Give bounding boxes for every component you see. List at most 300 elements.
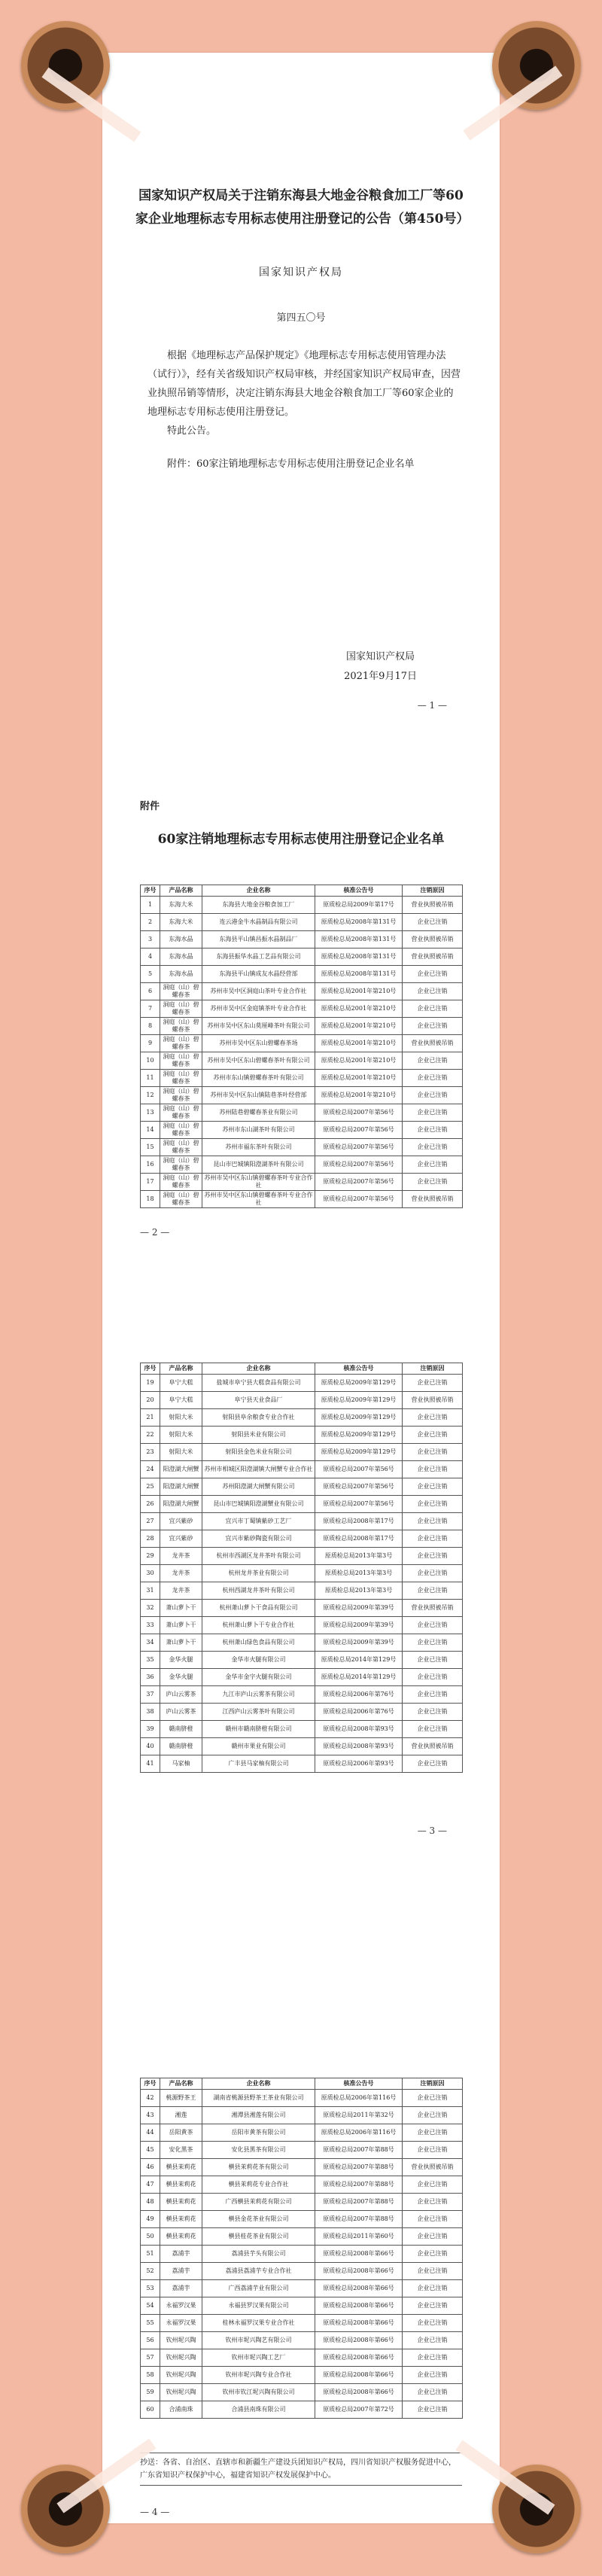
table-row <box>141 1634 463 1652</box>
cell-cancellation-reason: 企业已注销 <box>403 1427 463 1444</box>
table-row <box>141 2124 463 2142</box>
cell-company-name: 横县桂花茶业有限公司 <box>202 2228 315 2246</box>
cell-company-name: 湖南省桃源县野茶王茶业有限公司 <box>202 2090 315 2107</box>
table-row <box>141 1704 463 1721</box>
header-product-name: 产品名称 <box>160 2078 202 2090</box>
cell-row-number: 43 <box>141 2107 160 2124</box>
cell-row-number: 26 <box>141 1496 160 1513</box>
cell-product-name: 合浦南珠 <box>160 2401 202 2419</box>
cell-product-name: 岳阳黄茶 <box>160 2124 202 2142</box>
cell-product-name: 洞庭（山）碧螺春茶 <box>160 1174 202 1191</box>
cell-approval-notice: 原质检总局2001年第210号 <box>315 1035 403 1052</box>
cell-cancellation-reason: 企业已注销 <box>403 983 463 1000</box>
cell-product-name: 洞庭（山）碧螺春茶 <box>160 1018 202 1035</box>
cell-row-number: 18 <box>141 1191 160 1208</box>
cell-product-name: 龙井茶 <box>160 1548 202 1565</box>
cell-approval-notice: 原质检总局2007年第56号 <box>315 1122 403 1139</box>
cell-product-name: 荔浦芋 <box>160 2246 202 2263</box>
cell-product-name: 阳澄湖大闸蟹 <box>160 1496 202 1513</box>
cell-company-name: 苏州市吴中区东山碧螺春茶叶有限公司 <box>202 1052 315 1070</box>
company-table-2 <box>140 1363 463 1773</box>
cell-row-number: 12 <box>141 1087 160 1104</box>
cell-approval-notice: 原质检总局2008年第93号 <box>315 1721 403 1738</box>
cell-row-number: 34 <box>141 1634 160 1652</box>
cell-company-name: 荔浦县荔浦芋专业合作社 <box>202 2263 315 2280</box>
cell-company-name: 射阳县阜余粮食专业合作社 <box>202 1409 315 1427</box>
cell-cancellation-reason: 营业执照被吊销 <box>403 1600 463 1617</box>
cell-product-name: 钦州坭兴陶 <box>160 2332 202 2349</box>
cell-row-number: 16 <box>141 1156 160 1174</box>
cell-cancellation-reason: 企业已注销 <box>403 1070 463 1087</box>
cell-product-name: 赣南脐橙 <box>160 1738 202 1755</box>
cell-row-number: 50 <box>141 2228 160 2246</box>
cell-row-number: 41 <box>141 1755 160 1773</box>
cell-approval-notice: 原质检总局2007年第56号 <box>315 1478 403 1496</box>
company-table-1 <box>140 885 463 1208</box>
table-row <box>141 2194 463 2211</box>
cell-company-name: 广西横县茉莉花有限公司 <box>202 2194 315 2211</box>
cell-company-name: 江西庐山云雾茶叶有限公司 <box>202 1704 315 1721</box>
table-row <box>141 1721 463 1738</box>
cell-approval-notice: 原质检总局2008年第66号 <box>315 2332 403 2349</box>
announcement-body: 根据《地理标志产品保护规定》《地理标志专用标志使用管理办法（试行）》，经有关省级知识产权局审核，并经国家知识产权局审查，因营业执照吊销等情形，决定注销东海县大地金谷粮食加工厂等60家企业的地理标志专用标志使用注册登记。 <box>147 350 461 418</box>
cell-company-name: 连云港金牛水晶制品有限公司 <box>202 914 315 931</box>
cell-cancellation-reason: 企业已注销 <box>403 1104 463 1122</box>
cell-approval-notice: 原质检总局2009年第39号 <box>315 1600 403 1617</box>
table-header-row <box>141 1363 463 1375</box>
announcement-title: 国家知识产权局关于注销东海县大地金谷粮食加工厂等60家企业地理标志专用标志使用注册登记的公告（第450号） <box>135 188 470 227</box>
table-row <box>141 1156 463 1174</box>
header-row-number: 序号 <box>141 2078 160 2090</box>
table-row <box>141 2159 463 2176</box>
cell-company-name: 荔浦县芋头有限公司 <box>202 2246 315 2263</box>
cell-cancellation-reason: 营业执照被吊销 <box>403 2159 463 2176</box>
cell-row-number: 33 <box>141 1617 160 1634</box>
table-row <box>141 1582 463 1600</box>
cell-product-name: 萧山萝卜干 <box>160 1600 202 1617</box>
cell-row-number: 6 <box>141 983 160 1000</box>
cell-row-number: 7 <box>141 1000 160 1018</box>
table-row <box>141 983 463 1000</box>
scroll-knob-top-right <box>492 21 581 110</box>
cell-company-name: 金华市火腿有限公司 <box>202 1652 315 1669</box>
cell-row-number: 10 <box>141 1052 160 1070</box>
cell-approval-notice: 原质检总局2007年第88号 <box>315 2159 403 2176</box>
cell-cancellation-reason: 企业已注销 <box>403 2124 463 2142</box>
page-1 <box>102 53 500 715</box>
cell-row-number: 31 <box>141 1582 160 1600</box>
cell-row-number: 14 <box>141 1122 160 1139</box>
cell-approval-notice: 原质检总局2008年第66号 <box>315 2349 403 2367</box>
cell-cancellation-reason: 企业已注销 <box>403 1548 463 1565</box>
table-row <box>141 931 463 948</box>
cell-product-name: 赣南脐橙 <box>160 1721 202 1738</box>
cell-cancellation-reason: 企业已注销 <box>403 2332 463 2349</box>
cell-product-name: 洞庭（山）碧螺春茶 <box>160 1122 202 1139</box>
header-row-number: 序号 <box>141 885 160 897</box>
table-header-row <box>141 2078 463 2090</box>
table-row <box>141 1565 463 1582</box>
cell-approval-notice: 原质检总局2001年第210号 <box>315 1087 403 1104</box>
cell-company-name: 苏州市东山镇碧螺春茶叶有限公司 <box>202 1070 315 1087</box>
cell-cancellation-reason: 企业已注销 <box>403 1052 463 1070</box>
cell-row-number: 25 <box>141 1478 160 1496</box>
cell-cancellation-reason: 企业已注销 <box>403 1122 463 1139</box>
cell-company-name: 钦州市坭兴陶工艺厂 <box>202 2349 315 2367</box>
cell-company-name: 苏州市吴中区东山镇碧螺春茶叶专业合作社 <box>202 1174 315 1191</box>
cell-company-name: 杭州西湖龙井茶叶有限公司 <box>202 1582 315 1600</box>
cell-approval-notice: 原质检总局2008年第17号 <box>315 1530 403 1548</box>
table-row <box>141 1478 463 1496</box>
cell-row-number: 29 <box>141 1548 160 1565</box>
cell-company-name: 射阳县米业有限公司 <box>202 1427 315 1444</box>
cell-product-name: 洞庭（山）碧螺春茶 <box>160 1139 202 1156</box>
cell-row-number: 48 <box>141 2194 160 2211</box>
cell-company-name: 苏州市吴中区东山莫厘峰茶叶有限公司 <box>202 1018 315 1035</box>
cell-company-name: 钦州市钦江坭兴陶有限公司 <box>202 2384 315 2401</box>
table-row <box>141 2349 463 2367</box>
cell-approval-notice: 原质检总局2007年第88号 <box>315 2194 403 2211</box>
cell-approval-notice: 原质检总局2008年第66号 <box>315 2297 403 2315</box>
cell-cancellation-reason: 营业执照被吊销 <box>403 1035 463 1052</box>
cell-approval-notice: 原质检总局2009年第17号 <box>315 897 403 914</box>
cell-product-name: 荔浦芋 <box>160 2263 202 2280</box>
cell-product-name: 洞庭（山）碧螺春茶 <box>160 983 202 1000</box>
cell-product-name: 洞庭（山）碧螺春茶 <box>160 1191 202 1208</box>
cell-product-name: 宜兴紫砂 <box>160 1530 202 1548</box>
cell-cancellation-reason: 企业已注销 <box>403 2246 463 2263</box>
cell-row-number: 58 <box>141 2367 160 2384</box>
cell-row-number: 11 <box>141 1070 160 1087</box>
cell-approval-notice: 原质检总局2006年第93号 <box>315 1755 403 1773</box>
table-header-row <box>141 885 463 897</box>
header-cancellation-reason: 注销原因 <box>403 1363 463 1375</box>
page-3 <box>102 1347 500 1897</box>
table-row <box>141 1513 463 1530</box>
cell-company-name: 安化县黑茶有限公司 <box>202 2142 315 2159</box>
cell-cancellation-reason: 企业已注销 <box>403 2280 463 2297</box>
cell-product-name: 萧山萝卜干 <box>160 1634 202 1652</box>
cell-cancellation-reason: 营业执照被吊销 <box>403 1191 463 1208</box>
cell-approval-notice: 原质检总局2008年第66号 <box>315 2367 403 2384</box>
cell-cancellation-reason: 营业执照被吊销 <box>403 1738 463 1755</box>
cell-row-number: 38 <box>141 1704 160 1721</box>
cell-product-name: 东海水晶 <box>160 931 202 948</box>
table-row <box>141 2246 463 2263</box>
header-cancellation-reason: 注销原因 <box>403 2078 463 2090</box>
cell-approval-notice: 原质检总局2008年第17号 <box>315 1513 403 1530</box>
cell-approval-notice: 原质检总局2001年第210号 <box>315 1018 403 1035</box>
cell-company-name: 杭州萧山萝卜干食品有限公司 <box>202 1600 315 1617</box>
cell-approval-notice: 原质检总局2008年第66号 <box>315 2315 403 2332</box>
cell-product-name: 东海水晶 <box>160 966 202 983</box>
table-row <box>141 2401 463 2419</box>
table-row <box>141 1174 463 1191</box>
cell-cancellation-reason: 企业已注销 <box>403 966 463 983</box>
cell-approval-notice: 原质检总局2007年第56号 <box>315 1496 403 1513</box>
cell-row-number: 15 <box>141 1139 160 1156</box>
cell-row-number: 42 <box>141 2090 160 2107</box>
cell-product-name: 洞庭（山）碧螺春茶 <box>160 1035 202 1052</box>
cell-cancellation-reason: 企业已注销 <box>403 1478 463 1496</box>
header-company-name: 企业名称 <box>202 885 315 897</box>
table-row <box>141 1375 463 1392</box>
table-row <box>141 1617 463 1634</box>
cell-company-name: 湘潭县湘莲有限公司 <box>202 2107 315 2124</box>
cell-row-number: 1 <box>141 897 160 914</box>
table-row <box>141 2367 463 2384</box>
header-approval-notice: 核准公告号 <box>315 2078 403 2090</box>
table-row <box>141 1018 463 1035</box>
table-row <box>141 1652 463 1669</box>
cell-approval-notice: 原质检总局2008年第131号 <box>315 931 403 948</box>
page-number: — 3 — <box>417 1825 447 1836</box>
cell-cancellation-reason: 企业已注销 <box>403 2107 463 2124</box>
cell-product-name: 湘莲 <box>160 2107 202 2124</box>
cell-product-name: 龙井茶 <box>160 1565 202 1582</box>
table-row <box>141 1530 463 1548</box>
table-row <box>141 1104 463 1122</box>
annex-reference: 附件：60家注销地理标志专用标志使用注册登记企业名单 <box>167 458 415 470</box>
cell-cancellation-reason: 企业已注销 <box>403 2401 463 2419</box>
table-row <box>141 2332 463 2349</box>
cell-row-number: 32 <box>141 1600 160 1617</box>
cell-product-name: 荔浦芋 <box>160 2280 202 2297</box>
cell-company-name: 苏州市吴中区金庭镇茶叶专业合作社 <box>202 1000 315 1018</box>
cell-approval-notice: 原质检总局2008年第131号 <box>315 914 403 931</box>
header-product-name: 产品名称 <box>160 1363 202 1375</box>
cell-company-name: 苏州市吴中区洞庭山茶叶专业合作社 <box>202 983 315 1000</box>
cell-cancellation-reason: 营业执照被吊销 <box>403 1392 463 1409</box>
cell-company-name: 苏州市吴中区东山碧螺春茶场 <box>202 1035 315 1052</box>
cell-product-name: 阜宁大糕 <box>160 1375 202 1392</box>
cell-company-name: 永福县罗汉果有限公司 <box>202 2297 315 2315</box>
page-2 <box>102 775 500 1347</box>
cell-company-name: 阜宁县天业食品厂 <box>202 1392 315 1409</box>
cell-cancellation-reason: 企业已注销 <box>403 1565 463 1582</box>
cell-row-number: 52 <box>141 2263 160 2280</box>
cell-cancellation-reason: 企业已注销 <box>403 1513 463 1530</box>
table-row <box>141 1122 463 1139</box>
cell-row-number: 20 <box>141 1392 160 1409</box>
table-row <box>141 2297 463 2315</box>
cell-cancellation-reason: 企业已注销 <box>403 1444 463 1461</box>
signature-date: 2021年9月17日 <box>344 671 417 682</box>
cell-approval-notice: 原质检总局2009年第129号 <box>315 1409 403 1427</box>
cell-cancellation-reason: 营业执照被吊销 <box>403 897 463 914</box>
cell-approval-notice: 原质检总局2009年第129号 <box>315 1444 403 1461</box>
table-row <box>141 1409 463 1427</box>
cell-approval-notice: 原质检总局2014年第129号 <box>315 1652 403 1669</box>
cell-approval-notice: 原质检总局2006年第76号 <box>315 1686 403 1704</box>
cell-cancellation-reason: 企业已注销 <box>403 2297 463 2315</box>
cell-product-name: 钦州坭兴陶 <box>160 2349 202 2367</box>
annex-label: 附件 <box>140 801 160 812</box>
cell-approval-notice: 原质检总局2011年第32号 <box>315 2107 403 2124</box>
page-number: — 1 — <box>417 700 447 711</box>
table-row <box>141 1755 463 1773</box>
cell-product-name: 永福罗汉果 <box>160 2297 202 2315</box>
cell-cancellation-reason: 企业已注销 <box>403 1530 463 1548</box>
table-row <box>141 1087 463 1104</box>
cell-row-number: 23 <box>141 1444 160 1461</box>
cell-approval-notice: 原质检总局2008年第131号 <box>315 948 403 966</box>
cell-row-number: 44 <box>141 2124 160 2142</box>
cell-product-name: 射阳大米 <box>160 1409 202 1427</box>
cell-approval-notice: 原质检总局2009年第129号 <box>315 1392 403 1409</box>
cell-approval-notice: 原质检总局2007年第56号 <box>315 1174 403 1191</box>
table-row <box>141 2263 463 2280</box>
cell-company-name: 东海县平山镇昌振水晶制品厂 <box>202 931 315 948</box>
cell-product-name: 钦州坭兴陶 <box>160 2384 202 2401</box>
cell-row-number: 5 <box>141 966 160 983</box>
cell-product-name: 钦州坭兴陶 <box>160 2367 202 2384</box>
document-number: 第四五〇号 <box>276 312 326 324</box>
table-row <box>141 1427 463 1444</box>
cell-cancellation-reason: 企业已注销 <box>403 1018 463 1035</box>
table-row <box>141 1548 463 1565</box>
cell-cancellation-reason: 企业已注销 <box>403 1375 463 1392</box>
cell-product-name: 庐山云雾茶 <box>160 1704 202 1721</box>
cell-row-number: 39 <box>141 1721 160 1738</box>
table-row <box>141 1496 463 1513</box>
cell-company-name: 苏州市福东茶叶有限公司 <box>202 1139 315 1156</box>
cell-cancellation-reason: 企业已注销 <box>403 2142 463 2159</box>
cell-row-number: 56 <box>141 2332 160 2349</box>
cell-product-name: 洞庭（山）碧螺春茶 <box>160 1052 202 1070</box>
cell-company-name: 金华市金字火腿有限公司 <box>202 1669 315 1686</box>
cell-cancellation-reason: 企业已注销 <box>403 2194 463 2211</box>
table-row <box>141 2090 463 2107</box>
table-row <box>141 1070 463 1087</box>
cell-cancellation-reason: 企业已注销 <box>403 1652 463 1669</box>
cell-cancellation-reason: 营业执照被吊销 <box>403 948 463 966</box>
cell-product-name: 萧山萝卜干 <box>160 1617 202 1634</box>
cell-cancellation-reason: 企业已注销 <box>403 1686 463 1704</box>
cell-row-number: 9 <box>141 1035 160 1052</box>
distribution-note: 抄送：各省、自治区、直辖市和新疆生产建设兵团知识产权局，四川省知识产权服务促进中心，广东省知识产权保护中心，福建省知识产权发展保护中心。 <box>140 2453 462 2486</box>
cell-cancellation-reason: 企业已注销 <box>403 2228 463 2246</box>
cell-approval-notice: 原质检总局2001年第210号 <box>315 1052 403 1070</box>
cell-row-number: 55 <box>141 2315 160 2332</box>
cell-approval-notice: 原质检总局2008年第66号 <box>315 2384 403 2401</box>
table-row <box>141 948 463 966</box>
cell-company-name: 广丰县马家柚有限公司 <box>202 1755 315 1773</box>
table-row <box>141 966 463 983</box>
table-row <box>141 914 463 931</box>
table-row <box>141 897 463 914</box>
cell-cancellation-reason: 企业已注销 <box>403 2211 463 2228</box>
cell-product-name: 射阳大米 <box>160 1444 202 1461</box>
cell-cancellation-reason: 企业已注销 <box>403 2367 463 2384</box>
cell-cancellation-reason: 企业已注销 <box>403 1755 463 1773</box>
cell-product-name: 洞庭（山）碧螺春茶 <box>160 1087 202 1104</box>
cell-row-number: 27 <box>141 1513 160 1530</box>
cell-cancellation-reason: 企业已注销 <box>403 1617 463 1634</box>
cell-company-name: 盐城市阜宁县大糕食品有限公司 <box>202 1375 315 1392</box>
cell-company-name: 九江市庐山云雾茶有限公司 <box>202 1686 315 1704</box>
cell-approval-notice: 原质检总局2006年第76号 <box>315 1704 403 1721</box>
cell-row-number: 46 <box>141 2159 160 2176</box>
table-row <box>141 1052 463 1070</box>
signature-block <box>344 647 417 687</box>
cell-row-number: 22 <box>141 1427 160 1444</box>
cell-approval-notice: 原质检总局2007年第88号 <box>315 2211 403 2228</box>
table-row <box>141 2211 463 2228</box>
cell-cancellation-reason: 企业已注销 <box>403 2176 463 2194</box>
cell-approval-notice: 原质检总局2011年第60号 <box>315 2228 403 2246</box>
cell-cancellation-reason: 企业已注销 <box>403 1409 463 1427</box>
cell-approval-notice: 原质检总局2014年第129号 <box>315 1669 403 1686</box>
page-number: — 2 — <box>140 1227 170 1238</box>
table-row <box>141 2384 463 2401</box>
table-row <box>141 1191 463 1208</box>
cell-product-name: 龙井茶 <box>160 1582 202 1600</box>
issuing-agency: 国家知识产权局 <box>259 266 343 279</box>
cell-company-name: 钦州市坭兴陶专业合作社 <box>202 2367 315 2384</box>
page-4 <box>102 1897 500 2523</box>
table-row <box>141 2176 463 2194</box>
cell-row-number: 3 <box>141 931 160 948</box>
cell-cancellation-reason: 企业已注销 <box>403 1156 463 1174</box>
cell-row-number: 28 <box>141 1530 160 1548</box>
cell-row-number: 60 <box>141 2401 160 2419</box>
cell-cancellation-reason: 企业已注销 <box>403 1174 463 1191</box>
cell-company-name: 钦州市坭兴陶艺有限公司 <box>202 2332 315 2349</box>
cell-row-number: 4 <box>141 948 160 966</box>
cell-approval-notice: 原质检总局2001年第210号 <box>315 983 403 1000</box>
cell-cancellation-reason: 企业已注销 <box>403 2315 463 2332</box>
cell-cancellation-reason: 企业已注销 <box>403 2090 463 2107</box>
cell-approval-notice: 原质检总局2009年第39号 <box>315 1634 403 1652</box>
cell-row-number: 37 <box>141 1686 160 1704</box>
cell-approval-notice: 原质检总局2013年第3号 <box>315 1565 403 1582</box>
cell-product-name: 永福罗汉果 <box>160 2315 202 2332</box>
cell-product-name: 安化黑茶 <box>160 2142 202 2159</box>
cell-row-number: 21 <box>141 1409 160 1427</box>
cell-approval-notice: 原质检总局2008年第66号 <box>315 2263 403 2280</box>
cell-approval-notice: 原质检总局2009年第129号 <box>315 1427 403 1444</box>
cell-row-number: 36 <box>141 1669 160 1686</box>
cell-company-name: 苏州市东山湖茶叶有限公司 <box>202 1122 315 1139</box>
cell-company-name: 赣州市赣南脐橙有限公司 <box>202 1721 315 1738</box>
table-row <box>141 1738 463 1755</box>
table-row <box>141 1669 463 1686</box>
cell-product-name: 桃源野茶王 <box>160 2090 202 2107</box>
table-row <box>141 2142 463 2159</box>
cell-approval-notice: 原质检总局2008年第93号 <box>315 1738 403 1755</box>
cell-approval-notice: 原质检总局2013年第3号 <box>315 1548 403 1565</box>
cell-cancellation-reason: 企业已注销 <box>403 1669 463 1686</box>
header-company-name: 企业名称 <box>202 1363 315 1375</box>
cell-cancellation-reason: 企业已注销 <box>403 2263 463 2280</box>
cell-row-number: 54 <box>141 2297 160 2315</box>
cell-product-name: 东海大米 <box>160 914 202 931</box>
cell-approval-notice: 原质检总局2007年第88号 <box>315 2142 403 2159</box>
table-row <box>141 2228 463 2246</box>
cell-approval-notice: 原质检总局2008年第131号 <box>315 966 403 983</box>
table-row <box>141 1461 463 1478</box>
cell-row-number: 59 <box>141 2384 160 2401</box>
cell-approval-notice: 原质检总局2007年第56号 <box>315 1104 403 1122</box>
cell-row-number: 8 <box>141 1018 160 1035</box>
cell-company-name: 桂林永福罗汉果专业合作社 <box>202 2315 315 2332</box>
cell-company-name: 杭州萧山萝卜干专业合作社 <box>202 1617 315 1634</box>
cell-approval-notice: 原质检总局2007年第56号 <box>315 1461 403 1478</box>
cell-row-number: 45 <box>141 2142 160 2159</box>
cell-product-name: 横县茉莉花 <box>160 2176 202 2194</box>
document-paper <box>102 53 500 2523</box>
